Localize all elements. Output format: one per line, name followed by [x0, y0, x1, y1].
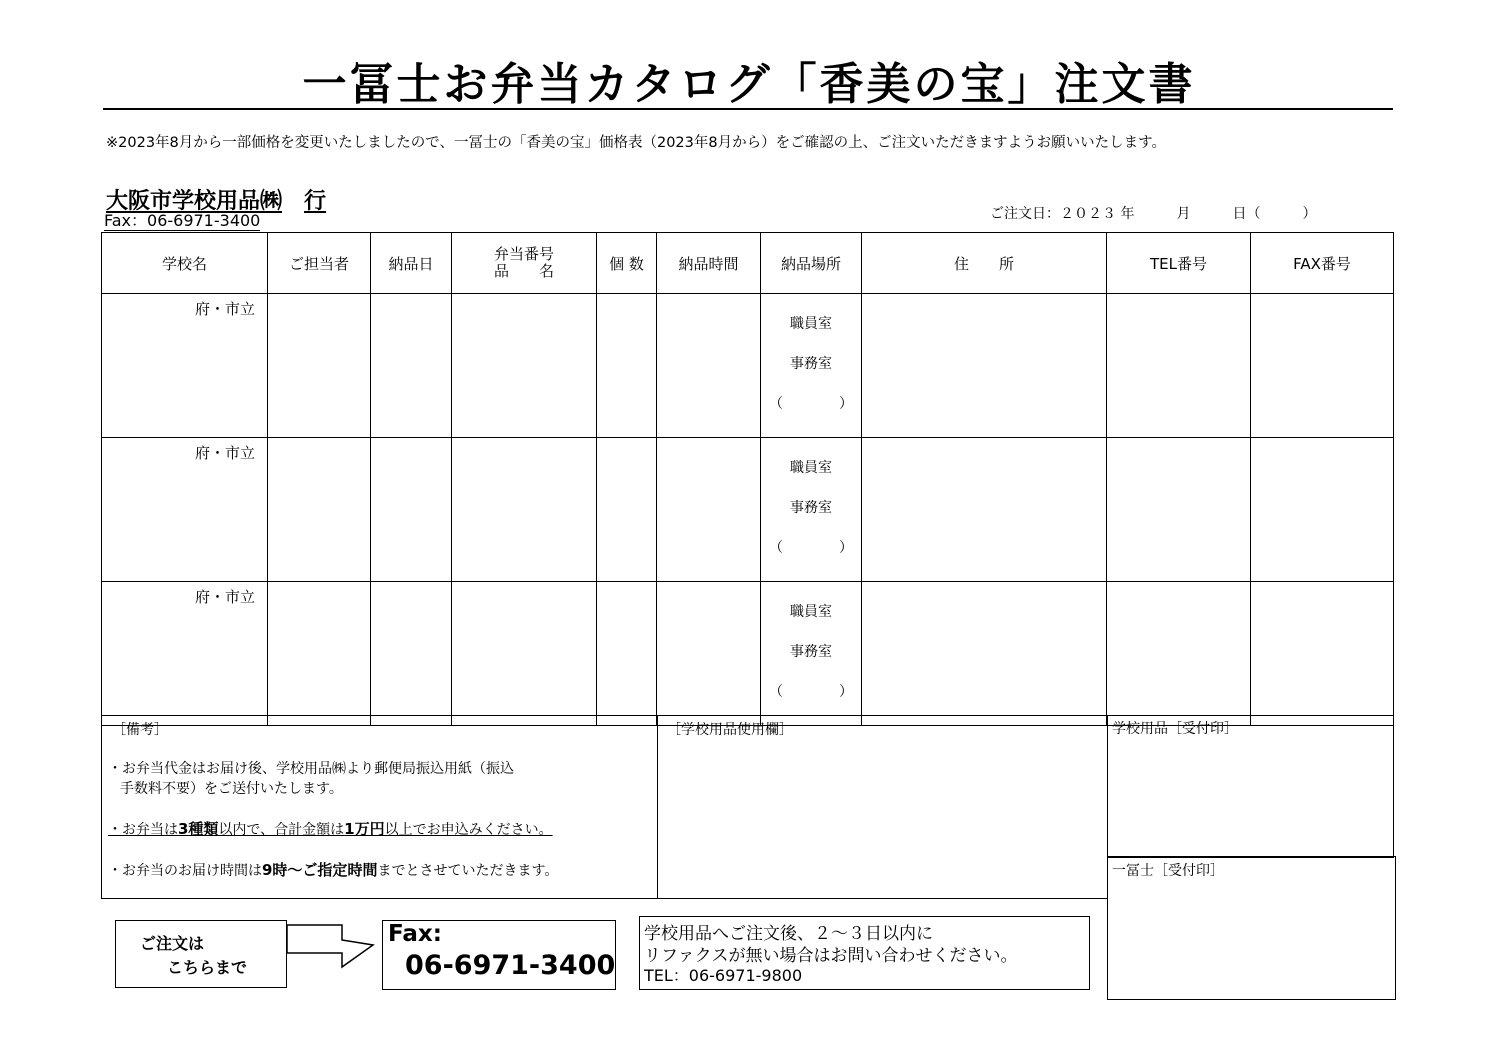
bento-cell[interactable] [452, 438, 597, 582]
place-other: （ ） [769, 540, 853, 556]
order-date-field[interactable]: ご注文日：２０２３ 年 月 日（ ） [990, 206, 1317, 222]
quantity-cell[interactable] [597, 438, 657, 582]
bento-cell[interactable] [452, 294, 597, 438]
fax-cell[interactable] [1251, 438, 1394, 582]
school-cell[interactable] [102, 438, 268, 582]
delivery-time-cell[interactable] [657, 438, 761, 582]
remark-min-d: 1万円 [344, 820, 385, 838]
remark-payment [108, 759, 514, 799]
delivery-place-cell[interactable] [761, 582, 862, 726]
person-cell[interactable] [268, 438, 371, 582]
header-quantity: 個 数 [597, 233, 657, 294]
contact-line1: 学校用品へご注文後、２～３日以内に [644, 924, 933, 944]
table-row [102, 294, 1394, 438]
remark-time-b: 9時～ご指定時間 [262, 861, 378, 879]
delivery-time-cell[interactable] [657, 294, 761, 438]
fax-number: 06-6971-3400 [405, 950, 616, 981]
ichifuji-receipt-stamp-title: 一冨士［受付印］ [1112, 863, 1224, 879]
remark-min-b: 3種類 [178, 820, 219, 838]
address-cell[interactable] [862, 582, 1107, 726]
destination-suffix: 行 [304, 189, 327, 214]
arrow-right-icon [286, 920, 376, 972]
address-cell[interactable] [862, 294, 1107, 438]
place-staff-room: 職員室 [790, 604, 832, 620]
school-prefix: 府・市立 [194, 588, 255, 606]
school-usage-title: ［学校用品使用欄］ [667, 722, 793, 738]
quantity-cell[interactable] [597, 294, 657, 438]
contact-line2: リファクスが無い場合はお問い合わせください。 [644, 946, 1018, 966]
delivery-place-cell[interactable] [761, 438, 862, 582]
school-prefix: 府・市立 [194, 300, 255, 318]
school-prefix: 府・市立 [194, 444, 255, 462]
header-bento [452, 233, 597, 294]
remark-time-c: までとさせていただきます。 [377, 863, 559, 879]
header-fax: FAX番号 [1251, 233, 1394, 294]
remarks-title: ［備考］ [112, 722, 168, 738]
remark-time-a: ・お弁当のお届け時間は [108, 863, 262, 879]
remark-payment-line2: 手数料不要）をご送付いたします。 [120, 781, 343, 797]
place-office: 事務室 [790, 644, 832, 660]
school-cell[interactable] [102, 294, 268, 438]
school-cell[interactable] [102, 582, 268, 726]
fax-cell[interactable] [1251, 582, 1394, 726]
header-school: 学校名 [102, 233, 268, 294]
tel-cell[interactable] [1107, 294, 1251, 438]
header-delivery-time: 納品時間 [657, 233, 761, 294]
remark-min-e: 以上でお申込みください。 [384, 822, 553, 838]
header-delivery-date: 納品日 [371, 233, 452, 294]
school-receipt-stamp-title: 学校用品［受付印］ [1112, 721, 1238, 737]
bento-cell[interactable] [452, 582, 597, 726]
fax-label: Fax: [388, 921, 442, 947]
remark-min-c: 以内で、合計金額は [218, 822, 345, 838]
remark-delivery-time [108, 860, 558, 881]
place-other: （ ） [769, 684, 853, 700]
delivery-place-cell[interactable] [761, 294, 862, 438]
person-cell[interactable] [268, 582, 371, 726]
quantity-cell[interactable] [597, 582, 657, 726]
header-address: 住 所 [862, 233, 1107, 294]
place-staff-room: 職員室 [790, 316, 832, 332]
delivery-time-cell[interactable] [657, 582, 761, 726]
address-cell[interactable] [862, 438, 1107, 582]
place-office: 事務室 [790, 356, 832, 372]
header-person: ご担当者 [268, 233, 371, 294]
header-delivery-place: 納品場所 [761, 233, 862, 294]
contact-tel: TEL：06-6971-9800 [644, 966, 803, 985]
school-usage-box[interactable] [657, 715, 1108, 899]
page-title: 一冨士お弁当カタログ「香美の宝」注文書 [302, 59, 1196, 110]
person-cell[interactable] [268, 294, 371, 438]
destination-fax: Fax：06-6971-3400 [104, 211, 261, 230]
remark-minimum-order [108, 819, 553, 840]
place-staff-room: 職員室 [790, 460, 832, 476]
table-header-row [102, 233, 1394, 294]
tel-cell[interactable] [1107, 582, 1251, 726]
place-office: 事務室 [790, 500, 832, 516]
table-row [102, 438, 1394, 582]
delivery-date-cell[interactable] [371, 438, 452, 582]
header-tel: TEL番号 [1107, 233, 1251, 294]
header-bento-number: 弁当番号 [493, 245, 554, 263]
order-here-line2: こちらまで [167, 958, 248, 977]
table-row [102, 582, 1394, 726]
remark-payment-line1: ・お弁当代金はお届け後、学校用品㈱より郵便局振込用紙（振込 [108, 761, 514, 777]
place-other: （ ） [769, 396, 853, 412]
fax-cell[interactable] [1251, 294, 1394, 438]
order-table [101, 232, 1394, 726]
delivery-date-cell[interactable] [371, 582, 452, 726]
price-change-notice: ※2023年8月から一部価格を変更いたしましたので、一冨士の「香美の宝」価格表（2023年8月から）をご確認の上、ご注文いただきますようお願いいたします。 [106, 135, 1166, 151]
order-here-line1: ご注文は [140, 934, 205, 953]
destination-company: 大阪市学校用品㈱ [106, 189, 283, 214]
delivery-date-cell[interactable] [371, 294, 452, 438]
title-divider [103, 108, 1393, 110]
tel-cell[interactable] [1107, 438, 1251, 582]
remark-min-a: ・お弁当は [108, 822, 178, 838]
header-product-name: 品 名 [493, 262, 554, 280]
